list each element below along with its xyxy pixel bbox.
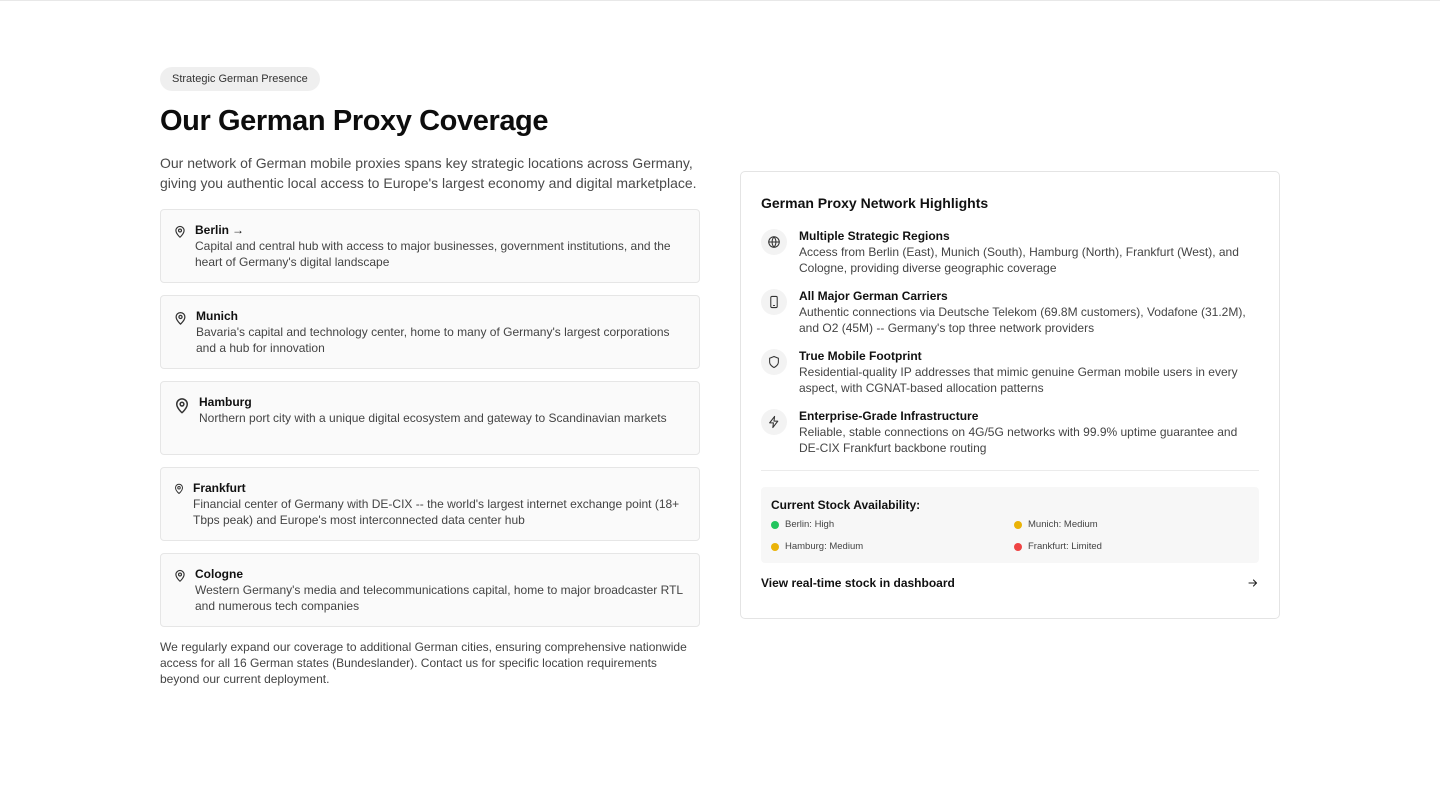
status-dot-icon [771,521,779,529]
feature-title: True Mobile Footprint [799,349,922,363]
coverage-footnote: We regularly expand our coverage to additional German cities, ensuring comprehensive nationwide access for all 16 German states (Bundeslander). Contact us for specific location requirements beyond our current deployment. [160,640,687,686]
coverage-overview [160,67,700,687]
globe-icon [761,229,787,255]
city-card-frankfurt[interactable] [160,467,700,541]
highlights-panel [740,171,1280,619]
arrow-right-icon [1247,577,1259,589]
stock-label: Frankfurt: Limited [1028,541,1102,552]
city-description: Bavaria's capital and technology center, home to many of Germany's largest corporations and a hub for innovation [196,325,670,355]
feature-description: Authentic connections via Deutsche Telekom (69.8M customers), Vodafone (31.2M), and O2 (45M) -- Germany's top three network providers [799,305,1246,335]
city-name: Berlin → [195,223,245,237]
stock-item-munich [1014,517,1257,533]
feature-item [761,288,1259,348]
stock-label: Munich: Medium [1028,519,1098,530]
stock-label: Berlin: High [785,519,835,530]
stock-availability [761,487,1259,563]
map-pin-icon [173,311,188,326]
stock-label: Hamburg: Medium [785,541,864,552]
status-dot-icon [1014,543,1022,551]
city-description: Financial center of Germany with DE-CIX -- the world's largest internet exchange point (18+ Tbps peak) and Europe's most interconnected data center hub [193,497,680,527]
stock-list [771,517,1249,555]
feature-title: Multiple Strategic Regions [799,229,950,243]
feature-title: Enterprise-Grade Infrastructure [799,409,979,423]
view-dashboard-link[interactable] [761,575,1259,591]
stock-item-frankfurt [1014,539,1257,555]
city-name: Munich [196,309,238,323]
dashboard-link-label: View real-time stock in dashboard [761,576,955,590]
smartphone-icon [761,289,787,315]
city-card-cologne[interactable] [160,553,700,627]
shield-icon [761,349,787,375]
feature-item [761,348,1259,408]
feature-description: Access from Berlin (East), Munich (South), Hamburg (North), Frankfurt (West), and Cologne, providing diverse geographic coverage [799,245,1239,275]
city-description: Northern port city with a unique digital ecosystem and gateway to Scandinavian markets [199,411,667,425]
status-dot-icon [771,543,779,551]
city-name: Frankfurt [193,481,246,495]
stock-title: Current Stock Availability: [771,498,921,512]
lightning-icon [761,409,787,435]
feature-description: Reliable, stable connections on 4G/5G networks with 99.9% uptime guarantee and DE-CIX Frankfurt backbone routing [799,425,1238,455]
panel-title: German Proxy Network Highlights [761,195,989,211]
city-list [160,209,700,627]
city-name: Hamburg [199,395,252,409]
map-pin-icon [173,225,187,239]
page-title: Our German Proxy Coverage [160,105,549,137]
map-pin-icon [173,569,187,583]
map-pin-icon [173,483,185,495]
map-pin-icon [173,397,191,415]
city-card-berlin[interactable] [160,209,700,283]
stock-item-berlin [771,517,1014,533]
city-card-munich[interactable] [160,295,700,369]
city-description: Western Germany's media and telecommunications capital, home to major broadcaster RTL and numerous tech companies [195,583,683,613]
feature-list [761,228,1259,468]
intro-text: Our network of German mobile proxies spans key strategic locations across Germany, giving you authentic local access to Europe's largest economy and digital marketplace. [160,155,697,191]
city-description: Capital and central hub with access to major businesses, government institutions, and the heart of Germany's digital landscape [195,239,671,269]
feature-title: All Major German Carriers [799,289,948,303]
arrow-right-icon: → [232,223,245,237]
feature-item [761,228,1259,288]
status-dot-icon [1014,521,1022,529]
panel-divider [761,470,1259,471]
coverage-section [160,0,1280,790]
feature-description: Residential-quality IP addresses that mimic genuine German mobile users in every aspect, with CGNAT-based allocation patterns [799,365,1238,395]
stock-item-hamburg [771,539,1014,555]
city-name: Cologne [195,567,243,581]
feature-item [761,408,1259,468]
section-badge: Strategic German Presence [160,67,320,91]
city-card-hamburg[interactable] [160,381,700,455]
